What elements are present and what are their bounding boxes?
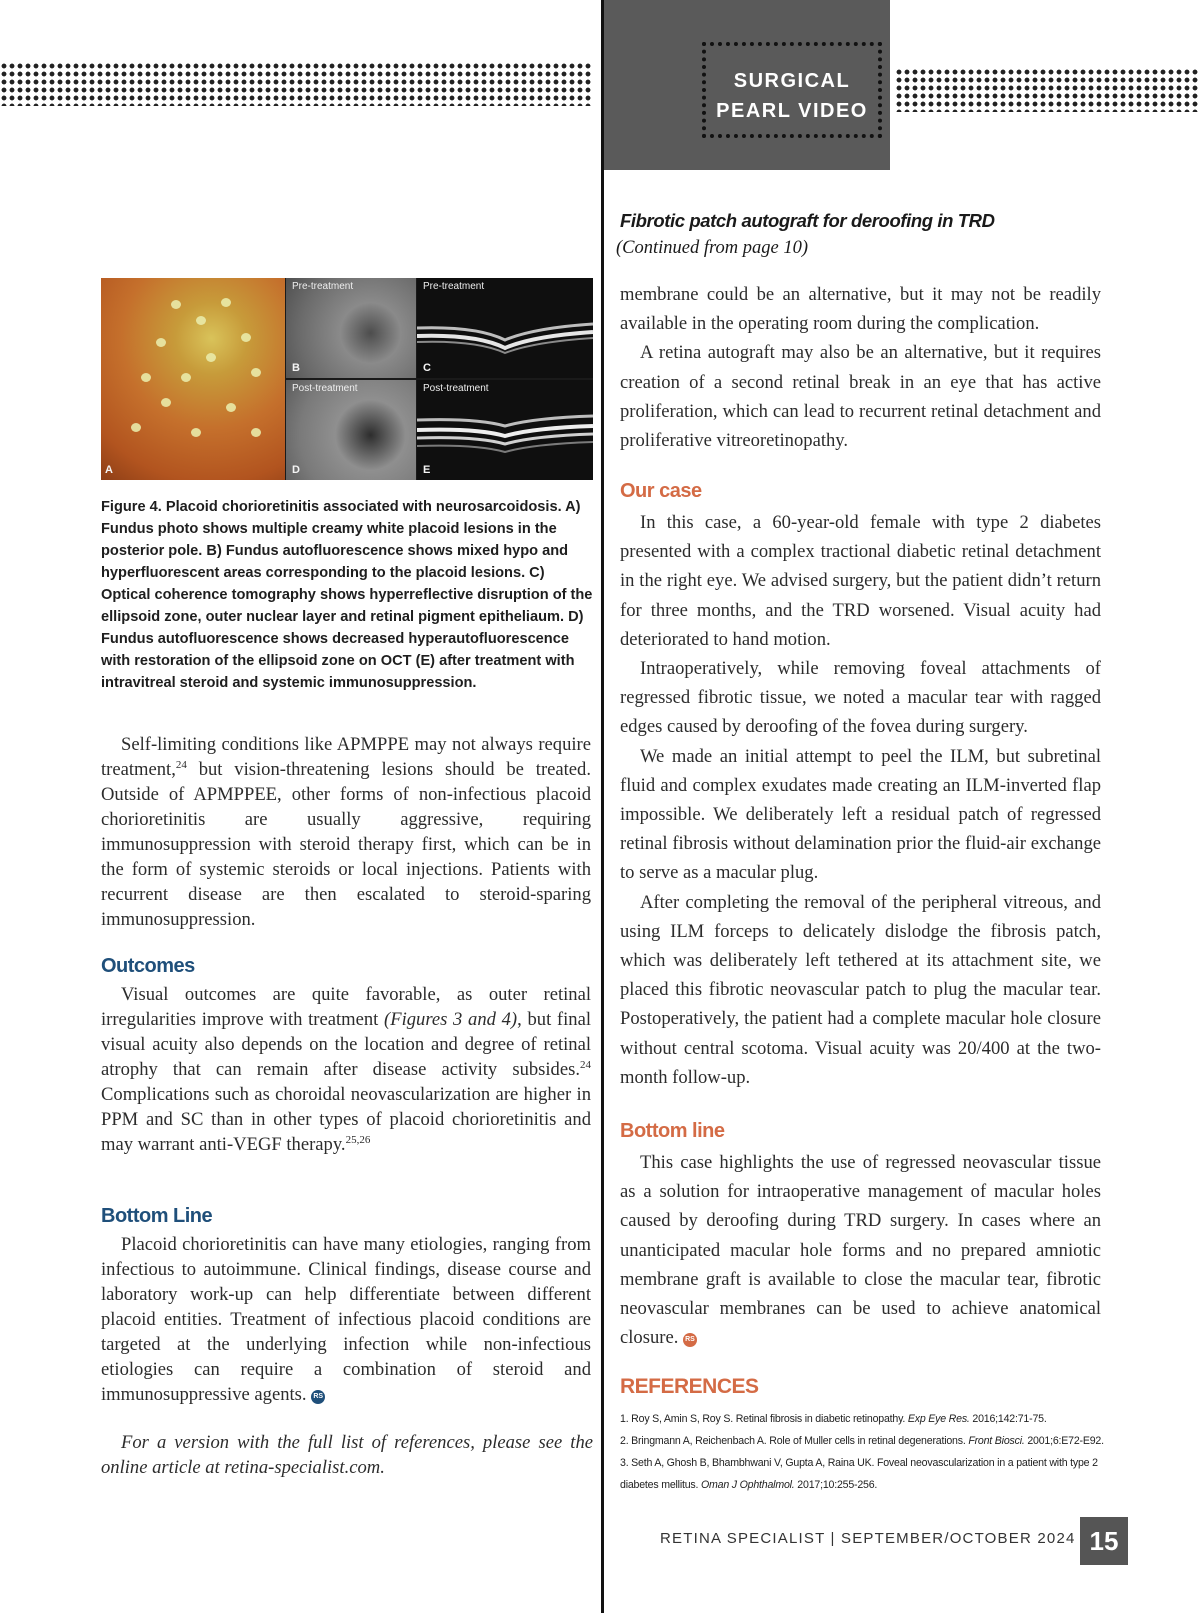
publication-footer: RETINA SPECIALIST | SEPTEMBER/OCTOBER 2024 [660,1530,1076,1547]
panel-a-fundus-photo [101,278,285,480]
our-case-paragraphs [620,508,1101,1092]
references-footnote [101,1430,593,1480]
citation-25-26: 25,26 [345,1133,371,1146]
footnote-text: For a version with the full list of references, please see the online article at retina-specialist.com. [101,1432,593,1478]
right-para-1: membrane could be an alternative, but it may not be readily available in the operating room during the complication. [620,284,1101,335]
panel-b-autofluorescence-pre [286,278,416,378]
case-para-4: After completing the removal of the peripheral vitreous, and using ILM forceps to delicately dislodge the fibrosis patch, which was deliberately left tethered at its attachment site, we placed this fibrotic neovascular patch to plug the macular tear. Postoperatively, the patient had a complete macular hole closure without central scotoma. Visual acuity was 20/400 at the two-month follow-up. [620,891,1101,1088]
page-number: 15 [1080,1517,1128,1565]
panel-e-label: Post-treatment [423,383,489,394]
continued-note: (Continued from page 10) [616,238,809,258]
outcomes-text-a: Visual outcomes are quite favorable, as outer retinal irregularities improve with treatment [101,984,591,1030]
panel-b-label: Pre-treatment [292,281,354,292]
banner-title [706,66,878,126]
outcomes-text-b: , but final visual acuity also depends on the location and degree of retinal atrophy that can remain after disease activity subsides. [101,1009,591,1080]
right-intro-paragraphs [620,280,1101,455]
panel-d-letter: D [292,464,300,476]
reference-1: 1. Roy S, Amin S, Roy S. Retinal fibrosis in diabetic retinopathy. Exp Eye Res. 2016;142:71-75. [620,1413,1047,1425]
article-title: Fibrotic patch autograft for deroofing in TRD [620,210,995,231]
reference-2: 2. Bringmann A, Reichenbach A. Role of Muller cells in retinal degenerations. Front Biosci. 2001;6:E72-E92. [620,1435,1104,1447]
banner-dotted-box [702,42,882,138]
case-para-2: Intraoperatively, while removing foveal attachments of regressed fibrotic tissue, we noted a macular tear with ragged edges caused by deroofing of the fovea during surgery. [620,658,1101,738]
bottom-line-heading-left: Bottom Line [101,1205,213,1227]
bottom-line-text-right: This case highlights the use of regressed neovascular tissue as a solution for intraoperative management of macular holes caused by deroofing during TRD surgery. In cases where an unanticipated macular hole forms and no prepared amniotic membrane graft is available to close the macular tear, fibrotic neovascular membranes can be used to achieve anatomical closure. [620,1152,1101,1349]
panel-d-label: Post-treatment [292,383,358,394]
intro-text-a: Self-limiting conditions like APMPPE may not always require treatment, [101,734,591,780]
case-para-1: In this case, a 60-year-old female with type 2 diabetes presented with a complex tractional diabetic retinal detachment in the right eye. We advised surgery, but the patient didn’t return for three months, and the TRD worsened. Visual acuity had deteriorated to hand motion. [620,512,1101,650]
figure-4-image [101,278,593,480]
reference-3: 3. Seth A, Ghosh B, Bhambhwani V, Gupta A, Raina UK. Foveal neovascularization in a patient with type 2 diabetes mellitus. Oman J Ophthalmol. 2017;10:255-256. [620,1457,1098,1491]
panel-c-label: Pre-treatment [423,281,485,292]
figure-caption: Figure 4. Placoid chorioretinitis associated with neurosarcoidosis. A) Fundus photo shows multiple creamy white placoid lesions in the posterior pole. B) Fundus autofluorescence shows mixed hypo and hyperfluorescent areas corresponding to the placoid lesions. C) Optical coherence tomography shows hyperreflective disruption of the ellipsoid zone, outer nuclear layer and retinal pigment epitheliaum. D) Fundus autofluorescence shows decreased hyperautofluorescence with restoration of the ellipsoid zone on OCT (E) after treatment with intravitreal steroid and systemic immunosuppression. [101,499,593,691]
panel-b-letter: B [292,362,300,374]
banner-line2: PEARL VIDEO [716,100,868,122]
left-intro-paragraph [101,732,591,932]
case-para-3: We made an initial attempt to peel the ILM, but subretinal fluid and complex exudates made creating an ILM-inverted flap impossible. We deliberately left a residual patch of regressed retinal fibrosis without delamination prior the fluid-air exchange to serve as a macular plug. [620,745,1101,884]
section-banner [604,0,890,170]
banner-line1: SURGICAL [733,70,851,92]
intro-text-b: but vision-threatening lesions should be treated. Outside of APMPPEE, other forms of non-infectious placoid chorioretinitis are usually aggressive, requiring immunosuppression with steroid therapy first, which can be in the form of systemic steroids or local injections. Patients with recurrent disease are then escalated to steroid-sparing immunosuppression. [101,759,591,930]
panel-a-letter: A [105,464,113,476]
column-divider [601,0,604,1613]
rs-end-mark-icon: RS [311,1390,325,1404]
bottom-line-heading-right: Bottom line [620,1120,725,1142]
rs-end-mark-icon-right: RS [683,1333,697,1347]
outcomes-text-c: Complications such as choroidal neovascularization are higher in PPM and SC than in other types of placoid chorioretinitis and may warrant anti-VEGF therapy. [101,1084,591,1155]
references-list [620,1408,1110,1496]
dotted-band-left [0,62,592,106]
bottom-line-paragraph-right [620,1148,1101,1352]
outcomes-paragraph [101,982,591,1157]
citation-24: 24 [175,758,187,771]
panel-c-oct-pre [417,278,593,378]
citation-24b: 24 [580,1058,591,1071]
panel-d-autofluorescence-post [286,380,416,480]
panel-e-letter: E [423,464,431,476]
bottom-line-text-left: Placoid chorioretinitis can have many etiologies, ranging from infectious to autoimmune. Clinical findings, disease course and laboratory work-up can help differentiate between different placoid entities. Treatment of infectious placoid conditions are targeted at the underlying infection while non-infectious etiologies can require a combination of steroid and immunosuppressive agents. [101,1234,591,1405]
outcomes-heading: Outcomes [101,955,195,977]
right-para-2: A retina autograft may also be an alternative, but it requires creation of a second retinal break in an eye that has active proliferation, which can lead to recurrent retinal detachment and proliferative vitreoretinopathy. [620,342,1101,452]
references-heading: REFERENCES [620,1375,759,1398]
dotted-band-right [895,68,1200,112]
our-case-heading: Our case [620,480,702,502]
panel-e-oct-post [417,380,593,480]
oct-scan-post [417,380,593,480]
bottom-line-paragraph-left [101,1232,591,1407]
figures-reference: (Figures 3 and 4) [384,1009,518,1030]
panel-c-letter: C [423,362,431,374]
oct-scan-pre [417,278,593,378]
